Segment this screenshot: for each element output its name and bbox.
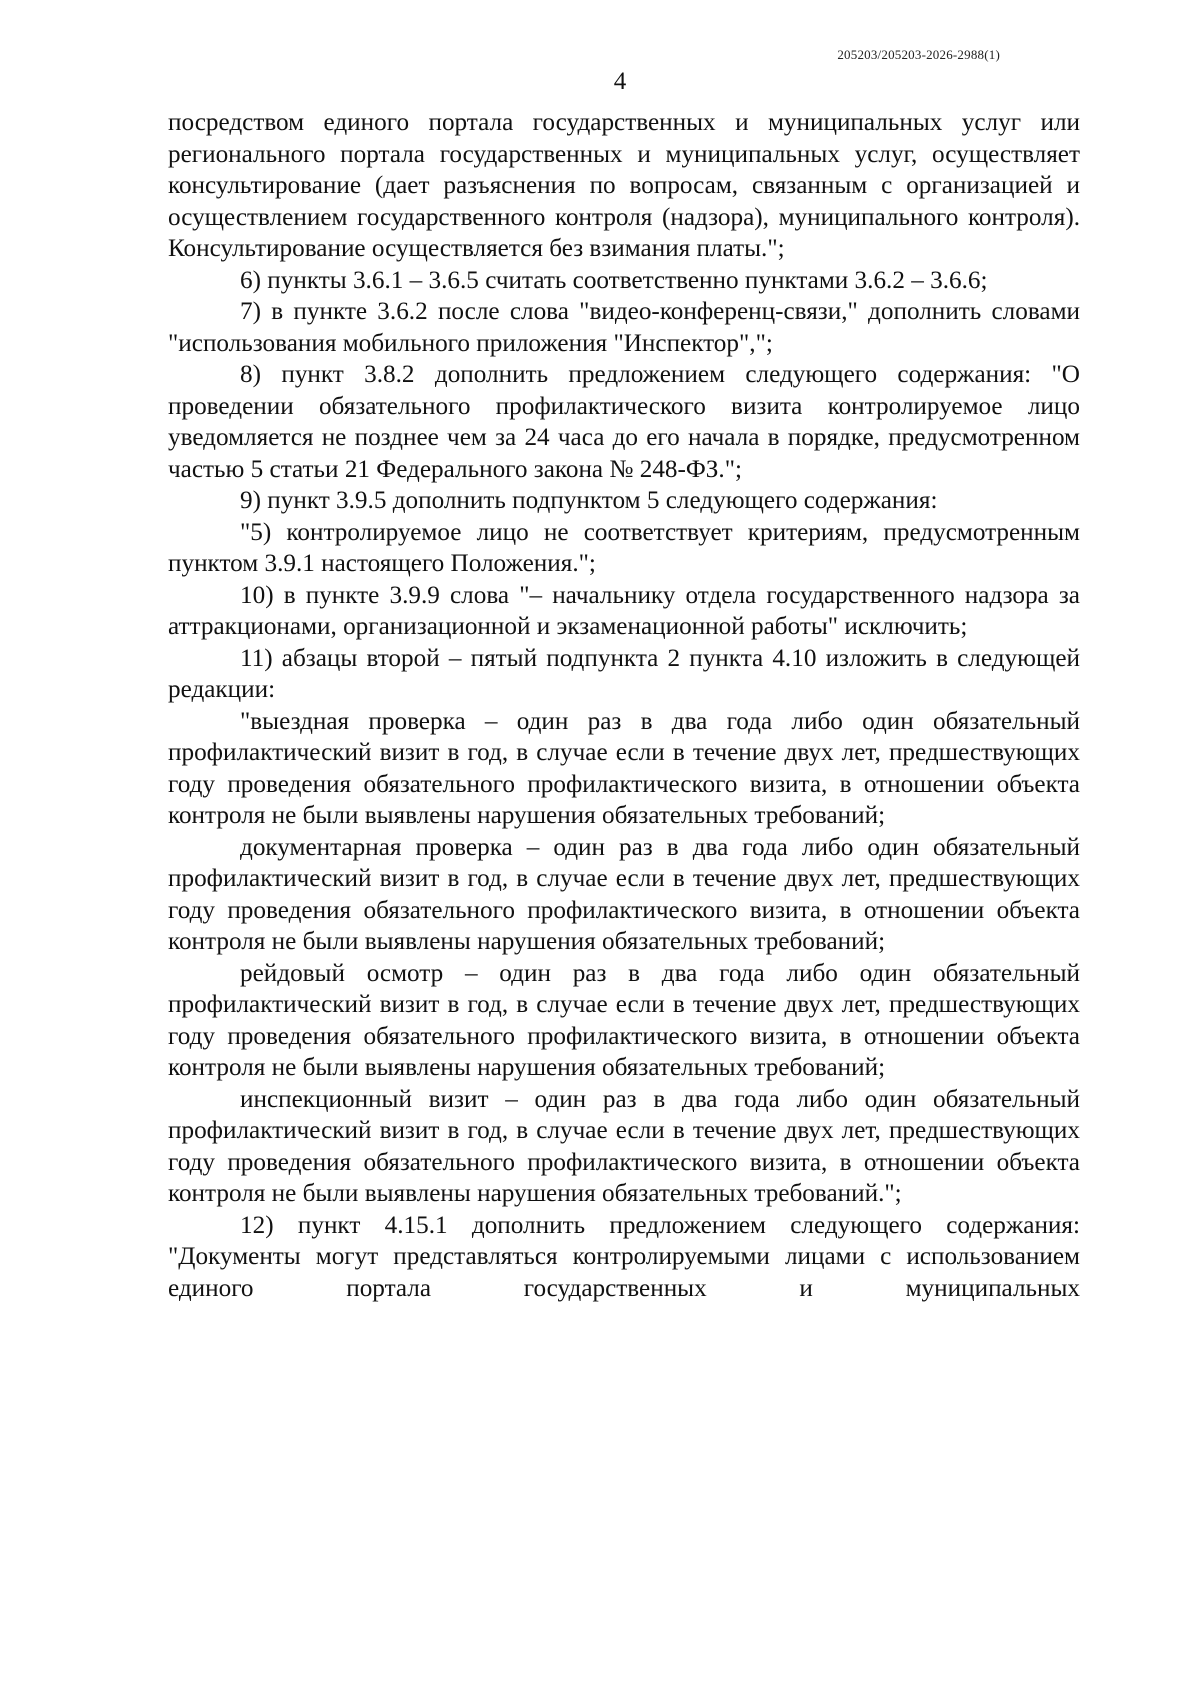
paragraph-field-inspection: "выездная проверка – один раз в два года либо один обязательный профилактический визит в год, в случае если в течение двух лет, предшествующих году проведения обязательного профилактического визита, в отношении объекта контроля не были выявлены нарушения обязательных требований; [168,707,1080,829]
paragraph-item-12: 12) пункт 4.15.1 дополнить предложением следующего содержания: "Документы могут представляться контролируемыми лицами с использованием единого портала государственных и муниципальных [168,1211,1080,1302]
document-registration-code: 205203/205203-2026-2988(1) [837,47,1000,62]
document-body [168,107,1080,1304]
paragraph-item-8: 8) пункт 3.8.2 дополнить предложением следующего содержания: "О проведении обязательного профилактического визита контролируемое лицо уведомляется не позднее чем за 24 часа до его начала в порядке, предусмотренном частью 5 статьи 21 Федерального закона № 248-ФЗ."; [168,361,1080,483]
paragraph-raid-inspection: рейдовый осмотр – один раз в два года либо один обязательный профилактический визит в год, в случае если в течение двух лет, предшествующих году проведения обязательного профилактического визита, в отношении объекта контроля не были выявлены нарушения обязательных требований; [168,959,1080,1081]
paragraph-item-6: 6) пункты 3.6.1 – 3.6.5 считать соответственно пунктами 3.6.2 – 3.6.6; [240,266,988,294]
paragraph-subitem-5: "5) контролируемое лицо не соответствует критериям, предусмотренным пунктом 3.9.1 настоящего Положения."; [168,518,1080,577]
paragraph-inspection-visit: инспекционный визит – один раз в два года либо один обязательный профилактический визит в год, в случае если в течение двух лет, предшествующих году проведения обязательного профилактического визита, в отношении объекта контроля не были выявлены нарушения обязательных требований."; [168,1085,1080,1207]
page-number: 4 [613,68,627,95]
paragraph-item-10: 10) в пункте 3.9.9 слова "– начальнику отдела государственного надзора за аттракционами, организационной и экзаменационной работы" исключить; [168,581,1080,640]
paragraph-item-7: 7) в пункте 3.6.2 после слова "видео-конференц-связи," дополнить словами "использования мобильного приложения "Инспектор","; [168,298,1080,357]
paragraph-documentary-inspection: документарная проверка – один раз в два года либо один обязательный профилактический визит в год, в случае если в течение двух лет, предшествующих году проведения обязательного профилактического визита, в отношении объекта контроля не были выявлены нарушения обязательных требований; [168,833,1080,955]
paragraph-item-11: 11) абзацы второй – пятый подпункта 2 пункта 4.10 изложить в следующей редакции: [168,644,1080,703]
paragraph-consultation: посредством единого портала государственных и муниципальных услуг или регионального портала государственных и муниципальных услуг, осуществляет консультирование (дает разъяснения по вопросам, связанным с организацией и осуществлением государственного контроля (надзора), муниципального контроля). Консультирование осуществляется без взимания платы."; [168,109,1080,262]
paragraph-item-9: 9) пункт 3.9.5 дополнить подпунктом 5 следующего содержания: [240,487,938,514]
